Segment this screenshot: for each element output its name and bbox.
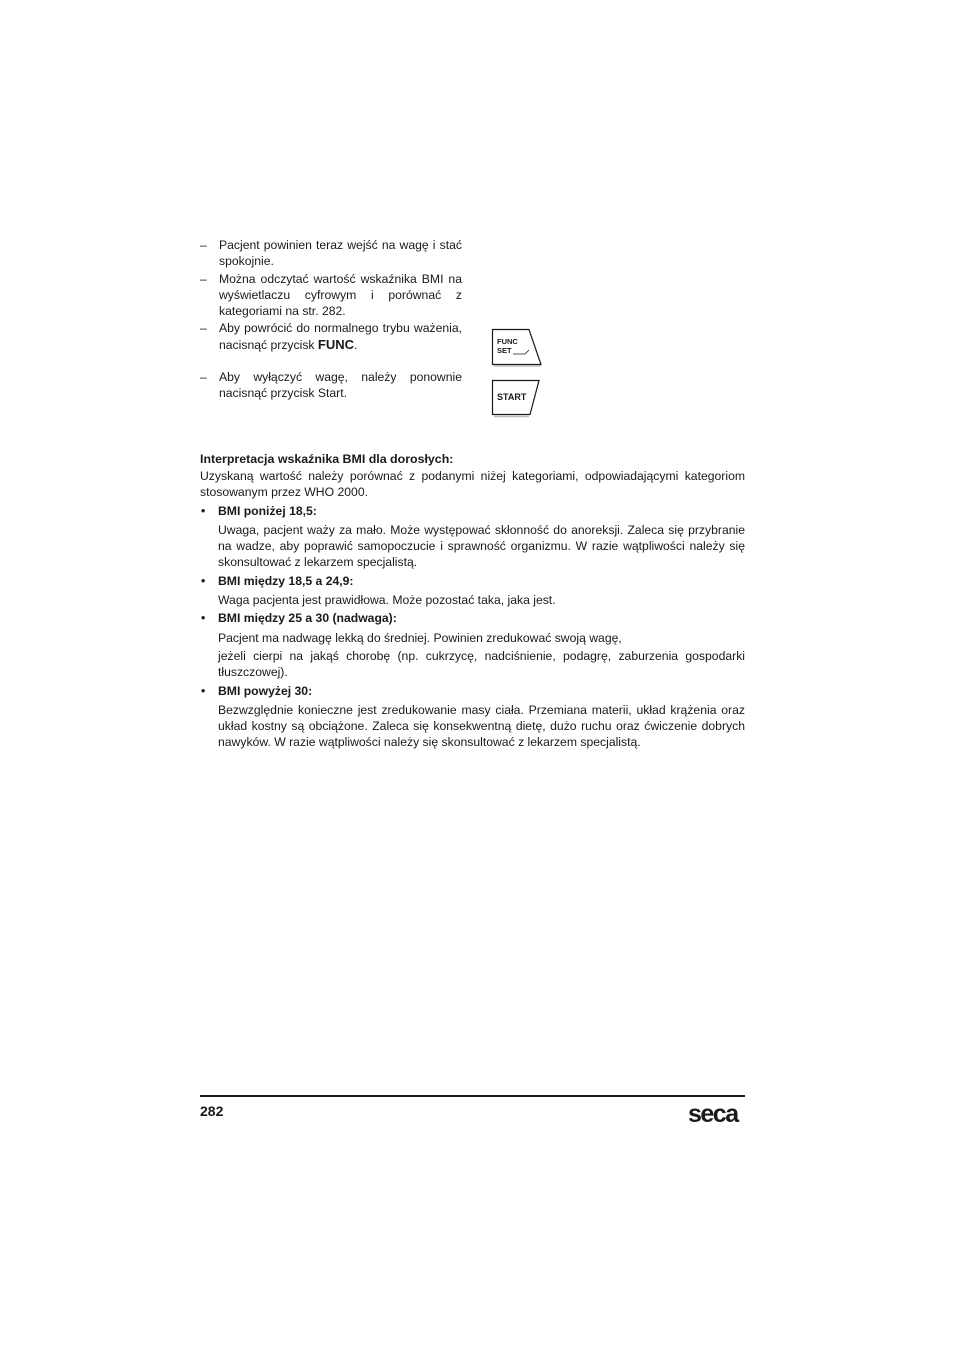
step-text: Aby wyłączyć wagę, należy ponownie nacisnąć przycisk Start. (219, 370, 462, 401)
step-item (200, 320, 462, 353)
section-intro: Uzyskaną wartość należy porównać z podanymi niżej kategoriami, odpowiadającymi kategoriom stosowanym przez WHO 2000. (200, 469, 745, 500)
start-key-icon (491, 378, 543, 418)
category-description (200, 522, 745, 571)
category-paragraph: Bezwzględnie konieczne jest zredukowanie masy ciała. Przemiana materii, układ krążenia oraz układ kostny są obciążone. Zaleca się konsekwentną dietę, dużo ruchu oraz ćwiczenie dobrych nawyków. W razie wątpliwości należy się skonsultować z lekarzem specjalistą. (218, 702, 745, 750)
category-paragraph: Pacjent ma nadwagę lekką do średniej. Powinien zredukować swoją wagę, (218, 630, 622, 645)
logo-wordmark: seca (688, 1101, 738, 1127)
category-title-text: BMI poniżej 18,5: (218, 503, 317, 518)
bmi-category-overweight (200, 610, 745, 680)
dash-bullet: – (200, 238, 207, 252)
start-key-label: START (497, 392, 527, 402)
step-text: Pacjent powinien teraz wejść na wagę i stać spokojnie. (219, 238, 462, 269)
category-title (200, 610, 745, 626)
category-description (200, 702, 745, 751)
dash-bullet: – (200, 271, 207, 286)
category-title (200, 683, 745, 699)
bullet-dot: • (201, 611, 206, 626)
category-title (200, 503, 745, 519)
category-description (200, 592, 745, 608)
category-description (200, 630, 745, 681)
step-item (200, 237, 462, 270)
set-key-label: SET (497, 346, 512, 355)
category-paragraph: Uwaga, pacjent waży za mało. Może występować skłonność do anoreksji. Zaleca się przybranie na wadze, aby poprawić samopoczucie i sprawność organizmu. W razie wątpliwości należy się skonsultować z lekarzem specjalistą. (218, 522, 745, 570)
bullet-dot: • (201, 683, 206, 698)
step-item (200, 271, 462, 320)
category-title-text: BMI powyżej 30: (218, 683, 313, 698)
category-title-text: BMI między 18,5 a 24,9: (218, 573, 354, 588)
func-keyword: FUNC (317, 336, 354, 352)
func-set-key-icon (491, 327, 543, 367)
step-item (200, 369, 462, 402)
bmi-category-obese (200, 683, 745, 751)
bmi-interpretation-section (200, 451, 745, 751)
step-text: Aby powrócić do normalnego trybu ważenia, nacisnąć przycisk (219, 321, 462, 352)
step-text-end: . (354, 337, 358, 352)
bmi-category-normal (200, 573, 745, 609)
step-text: Można odczytać wartość wskaźnika BMI na wyświetlaczu cyfrowym i porównać z kategoriami na str. 282. (219, 271, 462, 319)
category-paragraph: Waga pacjenta jest prawidłowa. Może pozostać taka, jaka jest. (218, 593, 556, 608)
instruction-steps (200, 237, 462, 402)
bmi-category-underweight (200, 503, 745, 571)
category-title (200, 573, 745, 589)
category-title-text: BMI między 25 a 30 (nadwaga): (218, 611, 397, 626)
section-heading: Interpretacja wskaźnika BMI dla dorosłych: (200, 452, 454, 466)
dash-bullet: – (200, 321, 207, 336)
page-number: 282 (200, 1103, 224, 1119)
seca-logo (688, 1101, 748, 1127)
category-paragraph: jeżeli cierpi na jakąś chorobę (np. cukrzycę, nadciśnienie, podagrę, zaburzenia gospodarki tłuszczowej). (218, 648, 745, 680)
func-key-label: FUNC (497, 337, 518, 346)
bullet-dot: • (201, 573, 206, 588)
footer-divider (200, 1095, 745, 1097)
bullet-dot: • (201, 503, 206, 518)
dash-bullet: – (200, 370, 207, 385)
